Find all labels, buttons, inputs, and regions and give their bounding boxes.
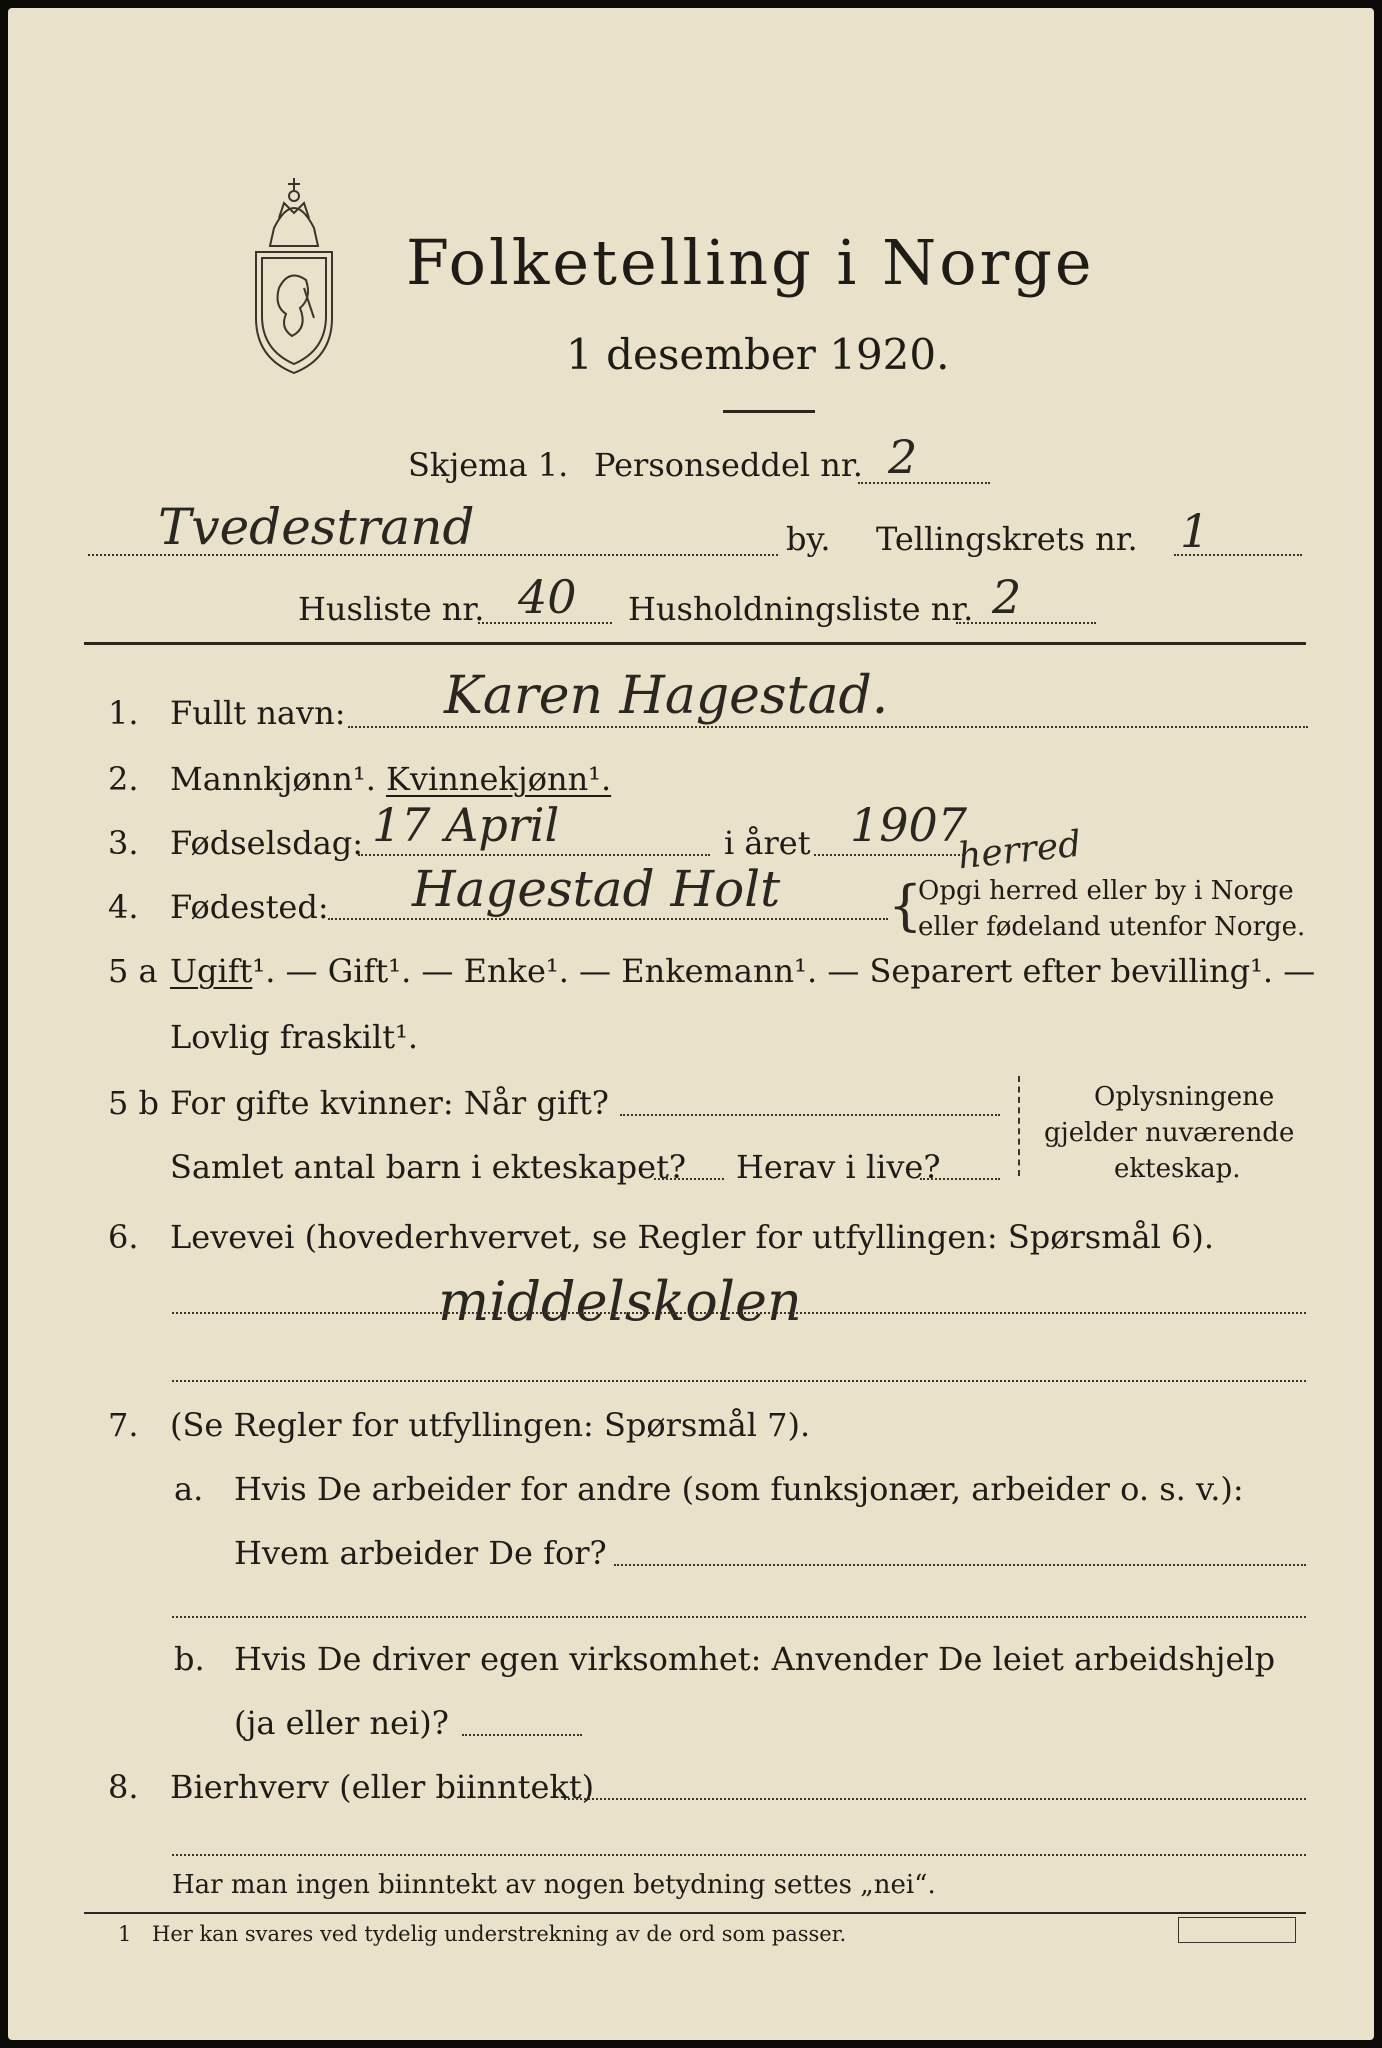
q4-number: 4.	[108, 888, 139, 926]
q2-number: 2.	[108, 760, 139, 798]
q5b-line2b: Herav i live?	[736, 1148, 941, 1186]
q3-year-label: i året	[724, 824, 811, 862]
q5b-alive-line[interactable]	[920, 1178, 1000, 1180]
q3-year-line[interactable]	[814, 854, 964, 856]
q6-line-1[interactable]	[172, 1312, 1306, 1314]
q7b-letter: b.	[174, 1640, 205, 1678]
q4-brace: {	[888, 874, 923, 937]
q5b-married-line[interactable]	[620, 1114, 1000, 1116]
form-date: 1 desember 1920.	[566, 330, 950, 379]
q2-female-text: Kvinnekjønn¹.	[386, 760, 612, 798]
q5b-side-2: gjelder nuværende	[1044, 1118, 1295, 1148]
q7a-letter: a.	[174, 1470, 204, 1508]
q5b-bracket	[1018, 1076, 1022, 1176]
printer-stamp	[1178, 1917, 1296, 1943]
q7a-line2: Hvem arbeider De for?	[234, 1534, 607, 1572]
q4-value: Hagestad Holt	[412, 860, 781, 918]
krets-label: Tellingskrets nr.	[876, 520, 1138, 558]
q5b-side-3: ekteskap.	[1114, 1154, 1241, 1184]
header-divider	[84, 642, 1306, 645]
q4-label: Fødested:	[170, 888, 329, 926]
q7a-answer-line-1[interactable]	[614, 1564, 1306, 1566]
footnote-text: Her kan svares ved tydelig understrekning av de ord som passer.	[152, 1922, 847, 1946]
census-form	[8, 8, 1374, 2040]
husliste-value: 40	[518, 570, 577, 624]
q5a-ugift: Ugift	[170, 952, 253, 990]
hushold-value: 2	[992, 570, 1022, 624]
q8-answer-line-1[interactable]	[564, 1798, 1306, 1800]
q1-label: Fullt navn:	[170, 694, 346, 732]
q3-year-value: 1907	[850, 798, 968, 852]
q4-extra-value: herred	[956, 823, 1084, 878]
q6-line-2[interactable]	[172, 1380, 1306, 1382]
q3-label: Fødselsdag:	[170, 824, 364, 862]
husliste-label: Husliste nr.	[298, 590, 485, 628]
q3-line[interactable]	[358, 854, 710, 856]
q2-female	[386, 760, 611, 798]
q1-value: Karen Hagestad.	[444, 666, 889, 726]
q1-number: 1.	[108, 694, 139, 732]
q7a-line1: Hvis De arbeider for andre (som funksjonær, arbeider o. s. v.):	[234, 1470, 1244, 1508]
title-divider	[723, 410, 815, 413]
coat-of-arms-icon	[234, 168, 354, 378]
q2-male: Mannkjønn¹.	[170, 760, 376, 798]
q8-label: Bierhverv (eller biinntekt)	[170, 1768, 595, 1806]
personseddel-label: Personseddel nr.	[594, 446, 863, 484]
q7b-answer-line[interactable]	[462, 1734, 582, 1736]
biinntekt-note: Har man ingen biinntekt av nogen betydning settes „nei“.	[172, 1870, 936, 1900]
q8-answer-line-2[interactable]	[172, 1854, 1306, 1856]
q5b-line1: For gifte kvinner: Når gift?	[170, 1084, 609, 1122]
q3-value: 17 April	[372, 798, 560, 852]
personseddel-value: 2	[888, 430, 918, 484]
q6-value: middelskolen	[438, 1270, 802, 1333]
city-value: Tvedestrand	[158, 498, 475, 556]
q5b-line2a: Samlet antal barn i ekteskapet?	[170, 1148, 687, 1186]
q5a-line2: Lovlig fraskilt¹.	[170, 1018, 419, 1056]
q4-note-2: eller fødeland utenfor Norge.	[918, 912, 1306, 942]
q6-number: 6.	[108, 1218, 139, 1256]
footnote-divider	[84, 1912, 1306, 1914]
q8-number: 8.	[108, 1768, 139, 1806]
personseddel-line[interactable]	[858, 482, 990, 484]
q4-line[interactable]	[328, 918, 888, 920]
q6-label: Levevei (hovederhvervet, se Regler for utfyllingen: Spørsmål 6).	[170, 1218, 1215, 1256]
form-title: Folketelling i Norge	[406, 226, 1095, 299]
krets-value: 1	[1180, 504, 1210, 558]
footnote-mark: 1	[118, 1922, 132, 1946]
q7a-answer-line-2[interactable]	[172, 1616, 1306, 1618]
q7b-line1: Hvis De driver egen virksomhet: Anvender De leiet arbeidshjelp	[234, 1640, 1276, 1678]
q3-number: 3.	[108, 824, 139, 862]
q7b-line2: (ja eller nei)?	[234, 1704, 449, 1742]
hushold-line[interactable]	[956, 622, 1096, 624]
q5a-number: 5 a	[108, 952, 158, 990]
q7-number: 7.	[108, 1406, 139, 1444]
q5a-options	[170, 952, 1315, 990]
q5b-number: 5 b	[108, 1084, 160, 1122]
by-label: by.	[786, 520, 831, 558]
schema-label: Skjema 1.	[408, 446, 569, 484]
q5b-side-1: Oplysningene	[1094, 1082, 1275, 1112]
hushold-label: Husholdningsliste nr.	[628, 590, 974, 628]
q4-note-1: Opgi herred eller by i Norge	[918, 876, 1294, 906]
q5b-children-line[interactable]	[654, 1178, 724, 1180]
q7-label: (Se Regler for utfyllingen: Spørsmål 7).	[170, 1406, 811, 1444]
q1-line[interactable]	[348, 726, 1308, 728]
q5a-rest: ¹. — Gift¹. — Enke¹. — Enkemann¹. — Separert efter bevilling¹. —	[252, 952, 1316, 990]
